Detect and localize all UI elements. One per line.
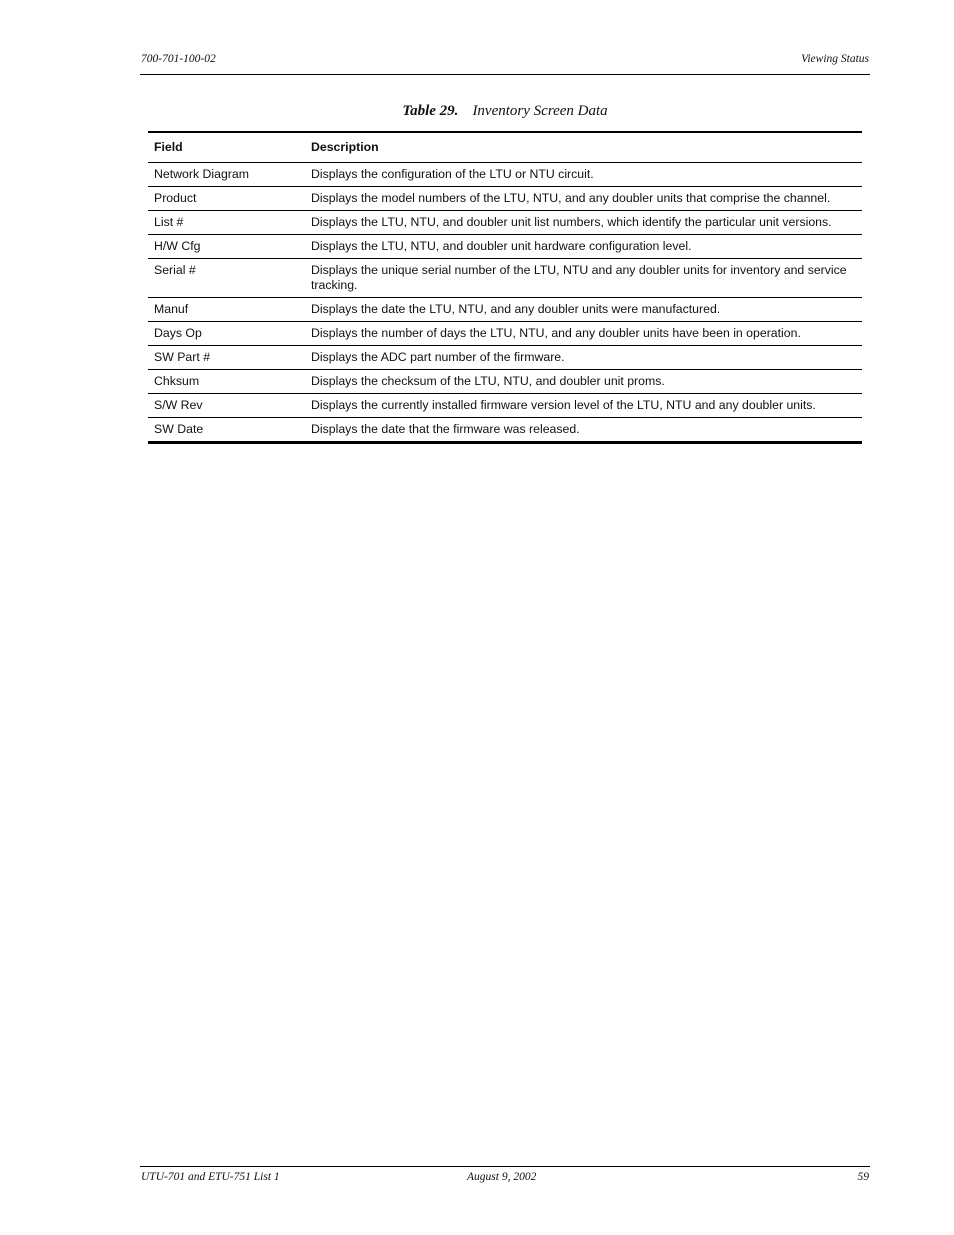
description-cell: Displays the currently installed firmware version level of the LTU, NTU and any doubler units. [305, 394, 862, 418]
field-cell: List # [148, 211, 305, 235]
field-cell: Product [148, 187, 305, 211]
description-cell: Displays the number of days the LTU, NTU, and any doubler units have been in operation. [305, 322, 862, 346]
field-cell: Serial # [148, 259, 305, 298]
field-cell: SW Date [154, 422, 204, 436]
description-cell: Displays the checksum of the LTU, NTU, and doubler unit proms. [305, 370, 862, 394]
table-row [148, 298, 862, 322]
field-cell: Network Diagram [148, 163, 305, 187]
description-cell: Displays the date that the firmware was released. [311, 422, 580, 436]
header-section-title: Viewing Status [801, 53, 869, 65]
table-row [148, 346, 862, 370]
table-caption-title: Inventory Screen Data [472, 103, 608, 119]
header-rule [140, 74, 870, 75]
table-caption-number: Table 29. [402, 103, 459, 119]
table-row [148, 394, 862, 418]
description-cell: Displays the unique serial number of the LTU, NTU and any doubler units for inventory and service tracking. [305, 259, 862, 298]
description-cell: Displays the model numbers of the LTU, NTU, and any doubler units that comprise the channel. [305, 187, 862, 211]
page-number: 59 [857, 1171, 869, 1183]
description-cell: Displays the date the LTU, NTU, and any doubler units were manufactured. [305, 298, 862, 322]
field-cell: Chksum [148, 370, 305, 394]
field-cell: S/W Rev [148, 394, 305, 418]
column-header-description: Description [305, 132, 862, 163]
footer-date: August 9, 2002 [467, 1171, 537, 1183]
table-row [148, 322, 862, 346]
table-header-row [148, 132, 862, 163]
table-row [148, 163, 862, 187]
header-doc-number: 700-701-100-02 [141, 53, 216, 65]
table-row [148, 235, 862, 259]
field-cell: SW Part # [148, 346, 305, 370]
field-cell: H/W Cfg [148, 235, 305, 259]
description-cell: Displays the configuration of the LTU or NTU circuit. [305, 163, 862, 187]
table-caption [0, 103, 954, 120]
column-header-field: Field [148, 132, 305, 163]
description-cell: Displays the LTU, NTU, and doubler unit hardware configuration level. [305, 235, 862, 259]
table-row [148, 418, 862, 443]
footer-product-name: UTU-701 and ETU-751 List 1 [141, 1171, 280, 1183]
table-row [148, 187, 862, 211]
table-row [148, 259, 862, 298]
description-cell: Displays the ADC part number of the firmware. [305, 346, 862, 370]
inventory-screen-data-table [148, 131, 862, 444]
field-cell: Manuf [148, 298, 305, 322]
footer-rule [140, 1166, 870, 1167]
table-row [148, 370, 862, 394]
field-cell: Days Op [148, 322, 305, 346]
table-row [148, 211, 862, 235]
description-cell: Displays the LTU, NTU, and doubler unit list numbers, which identify the particular unit versions. [305, 211, 862, 235]
